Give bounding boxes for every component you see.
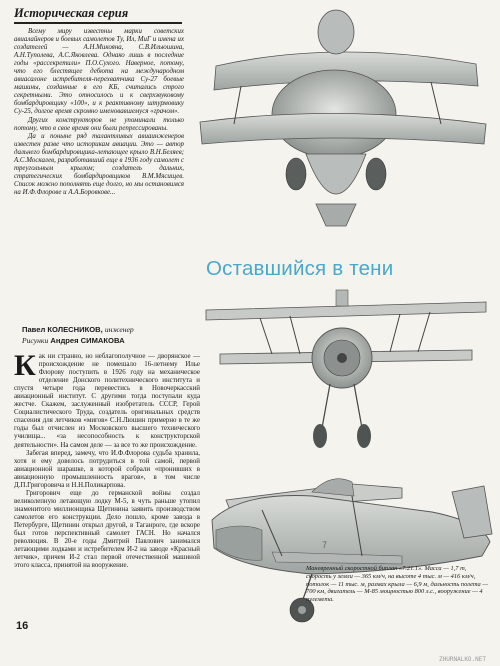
article-paragraph: Забегая вперед, замечу, что И.Ф.Флорова судьба хранила, хотя и ему довелось потрудиться в той самой, первой авиационной шарашке, в которой собрали «пронивших в авиационную промышленность врагов», в том числе Д.П.Григоровича и Н.Н.Поликарпова. bbox=[14, 449, 200, 489]
drop-cap: К bbox=[14, 349, 36, 382]
article-body bbox=[14, 349, 200, 570]
illustrator-prefix: Рисунки bbox=[22, 336, 49, 345]
illustrator-name: Андрея СИМАКОВА bbox=[50, 336, 125, 345]
watermark: ZHURNALKO.NET bbox=[439, 656, 486, 663]
biplane-frontal-view-illustration bbox=[200, 288, 492, 458]
biplane-front-view-illustration bbox=[186, 4, 496, 254]
intro-paragraph: Всему миру известны марки советских авиалайнеров и боевых самолетов Ту, Ил, МиГ и имена их создателей — А.Н.Микояна, С.В.Ильюшина, А.Н.Туполева, А.С.Яковлева. Однако лишь в последние годы «рассекретили» П.О.Сухого. Наверное, потому, что его блестящее дебюта на международном авиасалоне истребителя-перехватчика Су-27 боевые машины, созданные в его КБ, считались строго секретными. Это относилось и к сверхзвуковому бомбардировщику «100», и к реактивному штурмовику Су-25, долгое время скромно именовавшемуся «грачом». bbox=[14, 28, 184, 116]
article-paragraph bbox=[14, 349, 200, 450]
article-paragraph-text: ак ни странно, но неблагополучное — дворянское — происхождение не помешало 16-летнему Илье Флорову поступить в 1926 году на механическое отделение Донского политехнического института и спустя четыре года перевестись в Новочеркасский авиационный институт. С другими тогда поступали куда жестче. Скажем, заслуженный изобретатель СССР, Герой Социалистического Труда, создатель оригинальных средств спасения для летчиков «мигов» С.Н.Люшин примерно в те же годы был отчислен из Московского высшего технического училища... «за несопособность к конструкторской деятельности». На самом деле — за все то же происхождение. bbox=[14, 353, 200, 449]
intro-text bbox=[14, 28, 184, 197]
page-number: 16 bbox=[16, 620, 29, 632]
intro-paragraph: Да и поныне ряд талантливых авиаинженеров известен разве что историкам авиации. Это — автор дальнего бомбардировщика-летающее крыло В.Н.Беляев; А.С.Москалев, разработавший еще в 1936 году самолет с треугольным крылом; создатель дальних, стратегических бомбардировщиков В.М.Мясищев. Список можно пополнять еще долго, но мы остановимся на И.Ф.Флорове и А.А.Боровкове... bbox=[14, 132, 184, 196]
article-title: Оставшийся в тени bbox=[206, 257, 394, 280]
credits bbox=[22, 324, 190, 346]
intro-paragraph: Других конструкторов не упоминали только потому, что в свое время они были репрессированы. bbox=[14, 116, 184, 132]
heading-rule bbox=[14, 22, 182, 24]
illustration-caption: Маневренный скоростной биплан «7.21.1». Масса — 1,7 т, скорость у земли — 365 км/ч, на высоте 4 тыс. м — 416 км/ч, потолок — 11 тыс. м, размах крыла — 6,9 м, дальность полета — 700 км, двигатель — М-85 мощностью 800 л.с., вооружение — 4 пулемета. bbox=[306, 565, 489, 604]
series-heading: Историческая серия bbox=[14, 6, 129, 20]
svg-text:7: 7 bbox=[322, 540, 328, 550]
author-name: Павел КОЛЕСНИКОВ, bbox=[22, 325, 103, 334]
article-paragraph: Григорович еще до германской войны создал великолепную летающую лодку М-5, в чуть раньше утопил знаменитого миллионщика Щетинина заявить производством самолетов его конструкции. Дело пошло, кроме завода в Петербурге, Щетинин открыл другой, в Таганроге, где вскоре был готов перспективный самолет ГАСН. Но начался революция. В 20-е годы Дмитрий Павлович занимался летающими лодками и истребителем И-2 на заводе «Красный летчик», причем И-2 стал первой отечественной машиной этого класса, принятой на вооружение. bbox=[14, 489, 200, 570]
author-role: инженер bbox=[104, 325, 134, 334]
